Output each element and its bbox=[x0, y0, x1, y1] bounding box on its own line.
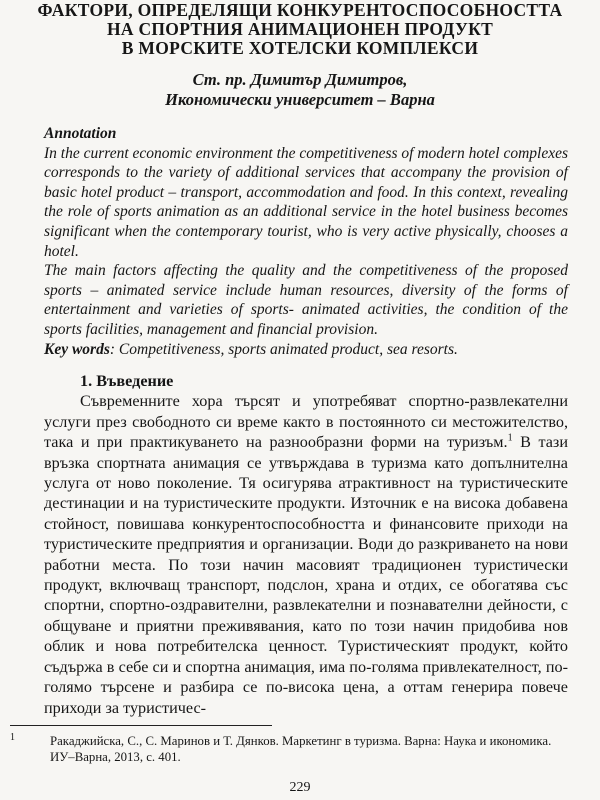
annotation-paragraph-2: The main factors affecting the quality and the competitiveness of the proposed sports – animated service include human resources, diversity of the forms of entertainment and varieties of sports- animated activities, the condition of the sports facilities, management and financial provision. bbox=[44, 262, 568, 338]
title-line-1: ФАКТОРИ, ОПРЕДЕЛЯЩИ КОНКУРЕНТОСПОСОБНОСТТА bbox=[37, 0, 563, 20]
introduction-paragraph bbox=[44, 391, 568, 718]
page-number: 229 bbox=[289, 780, 311, 795]
footnote-divider bbox=[10, 725, 272, 726]
title-line-3: В МОРСКИТЕ ХОТЕЛСКИ КОМПЛЕКСИ bbox=[121, 38, 479, 58]
paper-title bbox=[20, 1, 580, 58]
annotation-section bbox=[44, 124, 568, 359]
footnote bbox=[10, 733, 570, 765]
keywords-line bbox=[44, 340, 568, 360]
footnote-mark: 1 bbox=[10, 732, 15, 743]
author-affiliation: Икономически университет – Варна bbox=[165, 90, 435, 109]
introduction-text-2: В тази връзка спортната анимация се утвърждава в туризма като допълнителна услуга от ново поколение. Тя осигурява атрактивност на туристическите дестинации и на туристическите продукти. Източник е на висока добавена стойност, повишава конкурентоспособността и финансовите приходи на туристическите предприятия и организации. Води до разкриването на нови работни места. По този начин масовият традиционен туристически продукт, включващ транспорт, подслон, храна и отдих, се обогатява със спортни, спортно-оздравителни, развлекателни и познавателни дейности, с общуване и приятни преживявания, като по този начин придобива нов облик и нова потребителска ценност. Туристическият продукт, който съдържа в себе си и спортна анимация, има по-голяма привлекателност, по-голямо търсене и разбира се по-висока цена, а оттам генерира повече приходи за туристичес- bbox=[44, 433, 568, 717]
footnote-text: Ракаджийска, С., С. Маринов и Т. Дянков. Маркетинг в туризма. Варна: Наука и икономика. ИУ–Варна, 2013, с. 401. bbox=[50, 734, 552, 764]
annotation-paragraph-1: In the current economic environment the competitiveness of modern hotel complexes corresponds to the variety of additional services that accompany the provision of basic hotel product – transport, accommodation and food. In this context, revealing the role of sports animation as an additional service in the hotel business becomes significant when the contemporary tourist, who is very active physically, chooses a hotel. bbox=[44, 144, 568, 260]
introduction-section bbox=[44, 371, 568, 718]
keywords-label: Key words bbox=[44, 340, 110, 358]
author-name: Ст. пр. Димитър Димитров, bbox=[192, 70, 408, 89]
introduction-heading: 1. Въведение bbox=[80, 372, 174, 390]
annotation-heading: Annotation bbox=[44, 125, 117, 142]
author-block bbox=[20, 70, 580, 110]
footnote-reference: 1 bbox=[507, 432, 513, 444]
title-line-2: НА СПОРТНИЯ АНИМАЦИОНЕН ПРОДУКТ bbox=[106, 19, 494, 39]
keywords-text: : Competitiveness, sports animated product, sea resorts. bbox=[109, 340, 458, 358]
introduction-text-1: Съвременните хора търсят и употребяват спортно-развлекателни услуги през свободното си време както в постоянното си местожителство, така и при практикуването на разнообразни форми на туризъм. bbox=[44, 392, 568, 452]
